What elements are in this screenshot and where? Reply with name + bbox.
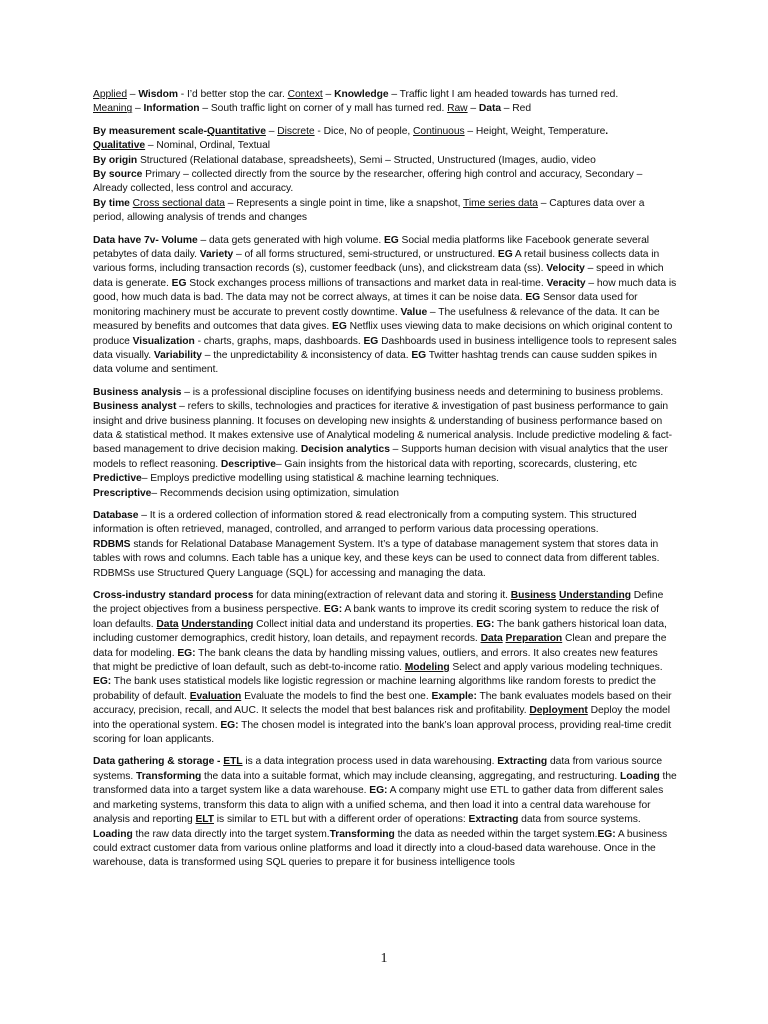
bold-run [181, 619, 253, 630]
text-run: – Height, Weight, Temperature [464, 125, 606, 137]
text-run: The bank gathers historical loan data, including customer demographics, credit history, loan details, and repayment records. [93, 618, 667, 645]
bold-underlined-term: Data [480, 633, 503, 645]
text-run: – Captures data over a period, allowing analysis of trends and changes [93, 197, 645, 224]
text-run: data from source systems. [518, 814, 641, 826]
text-run: – Traffic light I am headed towards has turned red. [388, 89, 619, 100]
bold-term: Knowledge [334, 89, 389, 100]
bold-term: Example: [431, 690, 477, 702]
bold-term: Cross-industry standard process [93, 590, 254, 601]
bold-underlined-term: Qualitative [93, 140, 146, 152]
paragraph [93, 88, 677, 102]
bold-term: Value [400, 306, 428, 318]
text-run: – Gain insights from the historical data with reporting, scorecards, clustering, etc [275, 458, 637, 470]
text-run: Select and apply various modeling techniques. [449, 662, 663, 674]
text-run: Netflix uses viewing data to make decisions on which original content to produce [93, 321, 673, 347]
bold-term: EG: [369, 785, 388, 797]
text-run: A retail business collects data in various forms, including transaction records (s), customer feedback (uns), and clickstream data (ss). [93, 249, 660, 275]
section-1 [93, 88, 677, 117]
paragraph [93, 234, 677, 378]
underlined-term: Time series data [463, 197, 538, 209]
bold-underlined-term: Understanding [558, 590, 631, 601]
bold-term: Transforming [136, 770, 202, 782]
text-run: - charts, graphs, maps, dashboards. [194, 335, 364, 347]
bold-term: Business analysis [93, 386, 182, 398]
bold-term: EG [332, 321, 347, 333]
paragraph [93, 139, 677, 153]
bold-term: Information [143, 103, 200, 115]
bold-underlined-term: Understanding [181, 618, 254, 630]
text-run: The chosen model is integrated into the bank’s loan approval process, providing real-time credit scoring for loan applicants. [93, 719, 672, 746]
text-run: – The usefulness & relevance of the data. It can be measured by benefits and outcomes that data gives. [93, 306, 660, 333]
bold-term: Business analyst [93, 401, 177, 413]
text-run: Sensor data used for monitoring machinery must be accurate to prevent costly downtime. [93, 292, 638, 318]
bold-underlined-term: Preparation [505, 633, 563, 645]
bold-underlined-term: ELT [195, 814, 214, 826]
text-run: Structured (Relational database, spreadsheets), Semi – Structed, Unstructured (Images, audio, video [137, 154, 596, 166]
bold-term: By source [93, 169, 143, 181]
section-2 [93, 125, 677, 226]
paragraph [93, 755, 677, 870]
bold-term: Velocity [546, 263, 585, 275]
text-run: – the unpredictability & inconsistency of data. [201, 349, 412, 361]
bold-underlined-term: Business [510, 590, 557, 601]
bold-run [223, 756, 242, 767]
bold-run [190, 691, 242, 702]
bold-term: Extracting [497, 756, 548, 768]
bold-term: By time [93, 197, 130, 209]
bold-term: Data gathering & storage - [93, 756, 224, 768]
bold-term: Transforming [329, 828, 395, 840]
bold-term: Visualization [132, 335, 195, 347]
text-run: – South traffic light on corner of y mall has turned red. [199, 103, 448, 115]
text-run: the data into a suitable format, which may include cleansing, aggregating, and restructuring. [201, 770, 621, 782]
bold-term: By origin [93, 154, 138, 166]
bold-term: Predictive [93, 473, 142, 485]
bold-term: EG: [93, 676, 112, 688]
underlined-term: Continuous [413, 125, 465, 137]
text-run: – speed in which data is generate. [93, 263, 664, 289]
bold-underlined-term: ETL [223, 756, 243, 768]
text-run: data from various source systems. [93, 756, 663, 782]
bold-run [511, 590, 556, 601]
page-number: 1 [380, 951, 388, 966]
bold-term: EG [411, 349, 427, 361]
text-run: Collect initial data and understand its properties. [253, 618, 477, 630]
underlined-term: Context [287, 89, 323, 100]
bold-term: Variability [153, 349, 202, 361]
bold-term: EG [171, 277, 187, 289]
bold-term: Data have 7v- Volume [93, 234, 198, 246]
paragraph [93, 102, 677, 116]
paragraph [93, 487, 677, 501]
bold-term: Wisdom [138, 89, 178, 100]
text-run: – [265, 125, 278, 137]
text-run: The bank cleans the data by handling missing values, outliers, and errors. It also creates new features that might be predictive of loan default, such as debt-to-income ratio. [93, 647, 658, 674]
paragraph [93, 400, 677, 486]
bold-term: Prescriptive [93, 487, 152, 499]
bold-run [207, 126, 266, 137]
bold-term: Variety [199, 249, 234, 261]
text-run: – is a professional discipline focuses on identifying business needs and determining to business problems. [181, 386, 664, 398]
text-run: the transformed data into a target system like a data warehouse. [93, 770, 677, 797]
text-run: – [127, 89, 139, 100]
text-run: for data mining(extraction of relevant data and storing it. [253, 590, 511, 601]
paragraph [93, 125, 677, 139]
underlined-term: Cross sectional data [132, 197, 225, 209]
paragraph [93, 538, 677, 581]
text-run: – Red [501, 103, 532, 115]
bold-underlined-term: Quantitative [207, 125, 266, 137]
bold-term: Database [93, 509, 139, 521]
paragraph [93, 168, 677, 197]
text-run: A business could extract customer data from various online platforms and load it directly into a cloud-based data warehouse. Once in the warehouse, data is transformed using SQL queries to prepare it for business intelligence tools [93, 828, 668, 869]
text-run: Twitter hashtag trends can cause sudden spikes in data volume and sentiment. [93, 349, 657, 376]
bold-term: Veracity [546, 277, 586, 289]
paragraph [93, 386, 677, 400]
text-run: Clean and prepare the data for modeling. [93, 633, 667, 659]
bold-term: EG [525, 292, 541, 304]
text-run: the data as needed within the target system. [394, 828, 598, 840]
text-run: – Represents a single point in time, like a snapshot, [224, 197, 463, 209]
text-run: the raw data directly into the target system. [132, 828, 330, 840]
text-run: The bank uses statistical models like logistic regression or machine learning algorithms like random forests to predict the probability of default. [93, 676, 656, 702]
section-4 [93, 386, 677, 501]
text-run: Define the project objectives from a business perspective. [93, 590, 664, 616]
section-6 [93, 589, 677, 747]
bold-run [93, 140, 145, 151]
text-run: Social media platforms like Facebook generate several petabytes of data daily. [93, 234, 650, 261]
text-run: - I’d better stop the car. [177, 89, 288, 100]
bold-run [195, 814, 214, 825]
bold-run [481, 633, 503, 644]
text-run: A company might use ETL to gather data from different sales and marketing systems, transform this data to align with a unified schema, and then load it into a central data warehouse for analysis and reporting [93, 785, 664, 826]
text-run: stands for Relational Database Management System. It’s a type of database management system that stores data in tables with rows and columns. Each table has a unique key, and these keys can be used to connect data from different tables. RDBMSs use Structured Query Language (SQL) for accessing and managing the data. [93, 538, 660, 579]
text-run: – It is a ordered collection of information stored & read electronically from a computing system. This structured information is often retrieved, managed, controlled, and arranged to perform various data processing operations. [93, 509, 637, 536]
text-run: – of all forms structured, semi-structured, or unstructured. [233, 249, 498, 261]
underlined-term: Discrete [277, 125, 315, 137]
text-run: – [132, 103, 144, 115]
bold-underlined-term: Data [156, 618, 179, 630]
text-run: A bank wants to improve its credit scoring system to reduce the risk of loan defaults. [93, 604, 659, 630]
bold-term: EG [383, 234, 399, 246]
bold-term: EG: [220, 719, 239, 731]
text-run: – Employs predictive modelling using statistical & machine learning techniques. [141, 473, 499, 485]
underlined-term: Meaning [93, 103, 133, 115]
paragraph [93, 154, 677, 168]
bold-term: EG: [476, 618, 495, 630]
bold-run [559, 590, 631, 601]
paragraph [93, 197, 677, 226]
text-run: – [322, 89, 335, 100]
section-5 [93, 509, 677, 581]
section-7 [93, 755, 677, 870]
text-run: – Nominal, Ordinal, Textual [145, 140, 271, 152]
text-run: – Supports human decision with visual analytics that the user models to reflect reasoning. [93, 444, 668, 470]
document-body [93, 88, 677, 879]
text-run: – how much data is good, how much data is bad. The data may not be correct always, at times it can be noise data. [93, 277, 677, 304]
underlined-term: Applied [93, 89, 127, 100]
bold-run [529, 705, 587, 716]
text-run: is a data integration process used in data warehousing. [242, 756, 498, 768]
bold-term: EG [363, 335, 379, 347]
bold-underlined-term: Modeling [404, 662, 450, 674]
bold-underlined-term: Deployment [529, 705, 588, 717]
text-run: Primary – collected directly from the source by the researcher, offering high control and accuracy, Secondary – Already collected, less control and accuracy. [93, 169, 643, 195]
text-run: – Recommends decision using optimization, simulation [151, 487, 399, 499]
bold-term: Descriptive [220, 458, 276, 470]
section-3 [93, 234, 677, 378]
bold-term: EG: [177, 647, 196, 659]
bold-term: EG: [323, 604, 343, 616]
bold-run [405, 662, 450, 673]
bold-term: By measurement scale- [93, 125, 207, 137]
paragraph [93, 509, 677, 538]
bold-term: EG [497, 249, 513, 261]
text-run: Evaluate the models to find the best one. [241, 690, 432, 702]
text-run: Deploy the model into the operational system. [93, 705, 670, 731]
paragraph [93, 589, 677, 747]
bold-term: RDBMS [93, 538, 131, 550]
bold-run [506, 633, 563, 644]
text-run: – [467, 103, 479, 115]
bold-underlined-term: Evaluation [189, 690, 242, 702]
bold-term: Extracting [468, 814, 519, 826]
text-run: is similar to ETL but with a different order of operations: [214, 814, 469, 826]
bold-term: Data [478, 103, 501, 115]
underlined-term: Raw [447, 103, 468, 115]
bold-term: . [605, 125, 609, 137]
text-run: - Dice, No of people, [314, 125, 414, 137]
bold-term: Loading [620, 770, 660, 782]
text-run: Stock exchanges process millions of transactions and market data in real-time. [186, 277, 547, 289]
bold-term: EG: [597, 828, 616, 840]
text-run: Dashboards used in business intelligence tools to represent sales data visually. [93, 335, 677, 361]
bold-term: Loading [93, 828, 133, 840]
bold-run [156, 619, 178, 630]
text-run: – data gets generated with high volume. [197, 234, 384, 246]
bold-term: Decision analytics [300, 444, 390, 456]
text-run: The bank evaluates models based on their accuracy, precision, recall, and AUC. It selects the model that best balances risk and profitability. [93, 690, 672, 717]
text-run: – refers to skills, technologies and practices for iterative & investigation of past business performance to gain insight and drive business planning. It focuses on developing new insights & understanding of business performance based on data & statistical method. It makes extensive use of Analytical modeling & numerical analysis. Include predictive modeling & fact-based management to drive decision making. [93, 401, 672, 456]
